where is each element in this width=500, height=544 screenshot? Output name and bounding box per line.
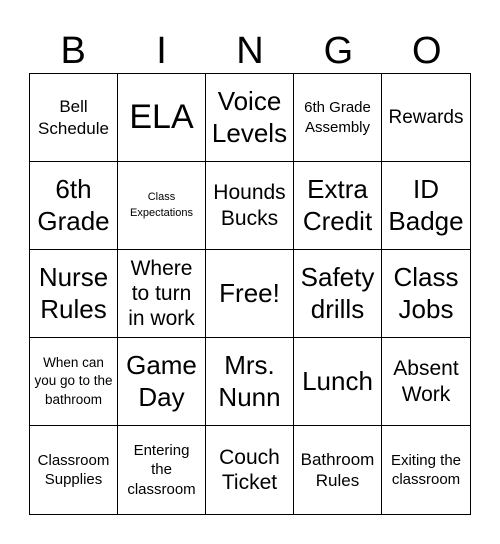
- bingo-cell[interactable]: Lunch: [294, 338, 382, 426]
- header-letter-b: B: [60, 30, 86, 72]
- bingo-cell[interactable]: When can you go to the bathroom: [30, 338, 118, 426]
- bingo-cell[interactable]: Class Jobs: [382, 250, 470, 338]
- header-letter-n: N: [236, 30, 264, 72]
- bingo-cell[interactable]: Couch Ticket: [206, 426, 294, 514]
- bingo-cell[interactable]: Bathroom Rules: [294, 426, 382, 514]
- bingo-cell[interactable]: Absent Work: [382, 338, 470, 426]
- bingo-cell[interactable]: Exiting the classroom: [390, 451, 462, 488]
- bingo-cell[interactable]: 6th Grade Assembly: [294, 74, 382, 162]
- bingo-cell[interactable]: Classroom Supplies: [30, 426, 118, 514]
- header-letter-i: I: [156, 30, 167, 72]
- bingo-cell[interactable]: 6th Grade: [30, 162, 118, 250]
- bingo-cell[interactable]: Mrs. Nunn: [206, 338, 294, 426]
- bingo-cell[interactable]: Hounds Bucks: [206, 162, 294, 250]
- bingo-board: [29, 73, 471, 515]
- bingo-cell[interactable]: Extra Credit: [294, 162, 382, 250]
- bingo-cell[interactable]: Entering the classroom: [118, 426, 206, 514]
- bingo-cell[interactable]: Class Expectations: [118, 162, 206, 250]
- free-space-cell[interactable]: Free!: [206, 250, 294, 338]
- bingo-cell[interactable]: Nurse Rules: [30, 250, 118, 338]
- bingo-cell[interactable]: ELA: [118, 74, 206, 162]
- bingo-cell[interactable]: Bell Schedule: [30, 74, 118, 162]
- bingo-cell[interactable]: Where to turn in work: [118, 250, 206, 338]
- bingo-cell[interactable]: Voice Levels: [206, 74, 294, 162]
- bingo-cell[interactable]: Game Day: [118, 338, 206, 426]
- header-letter-o: O: [411, 30, 442, 72]
- bingo-cell[interactable]: ID Badge: [382, 162, 470, 250]
- bingo-header: [29, 28, 471, 74]
- bingo-cell[interactable]: Safety drills: [294, 250, 382, 338]
- bingo-cell[interactable]: Rewards: [382, 74, 470, 162]
- header-letter-g: G: [323, 30, 354, 72]
